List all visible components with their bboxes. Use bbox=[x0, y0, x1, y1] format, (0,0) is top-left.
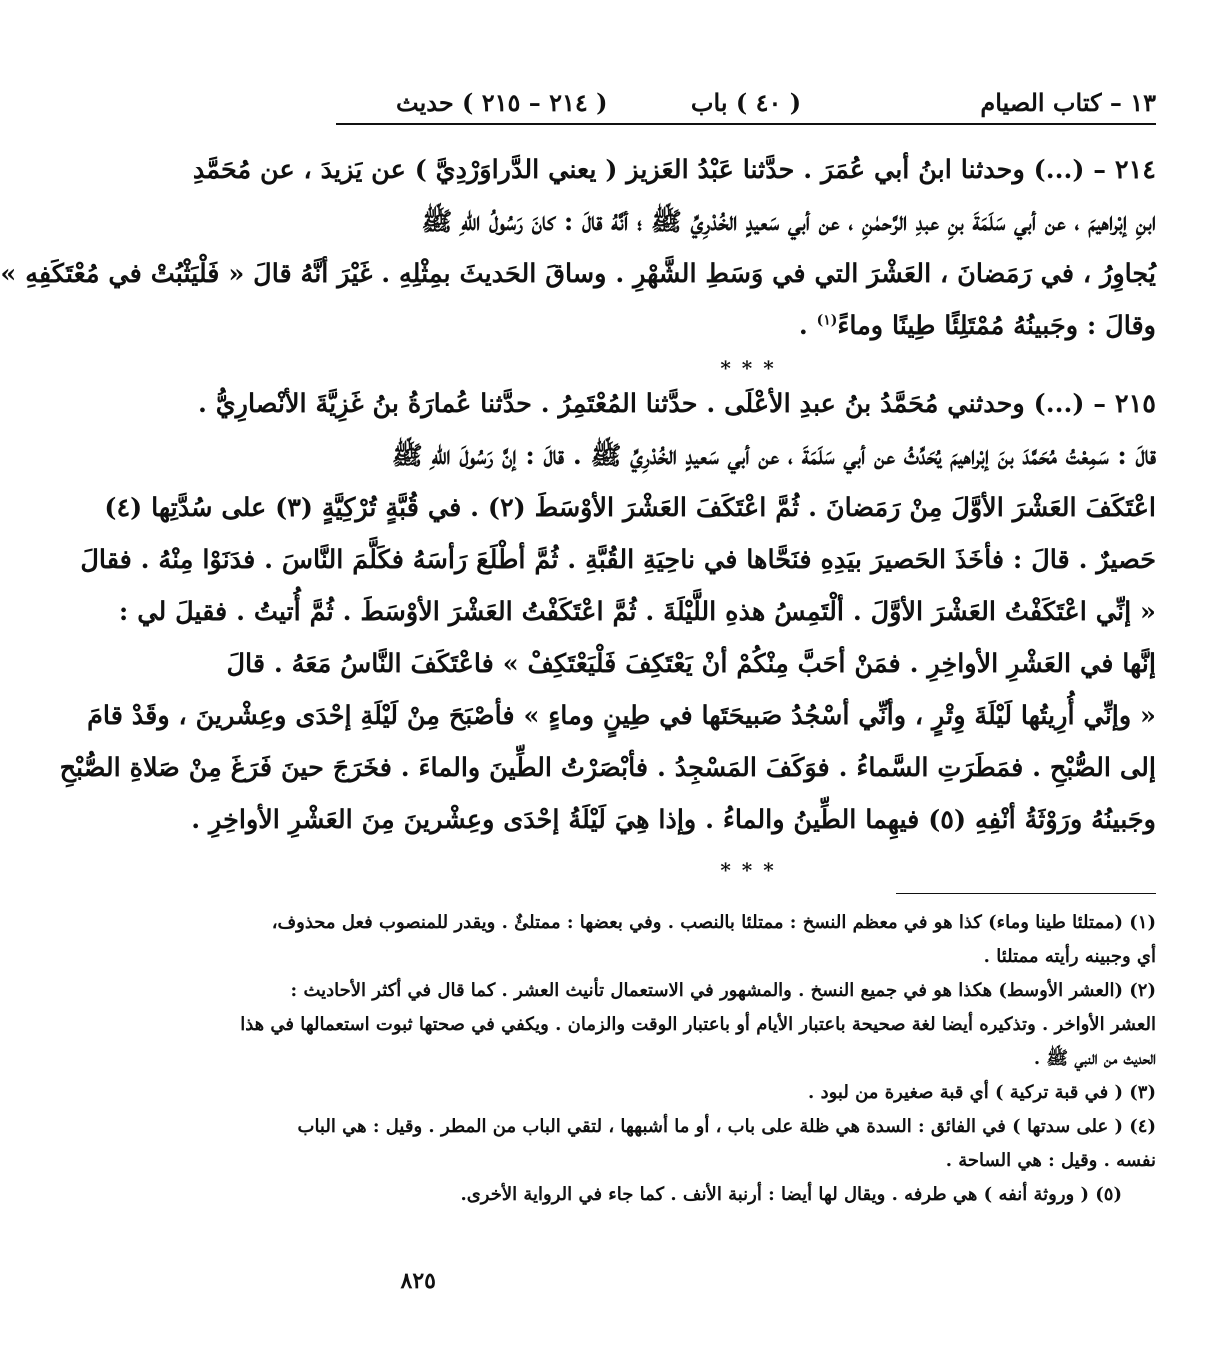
footnote-line: (١) (ممتلئا طينا وماء) كذا هو في معظم النسخ : ممتلئا بالنصب . وفي بعضها : ممتلئٌ . ويقدر للمنصوب فعل محذوف، bbox=[271, 912, 1156, 933]
header-rule bbox=[336, 123, 1156, 125]
hadith-215-line: حَصيرٌ . قالَ : فأخَذَ الحَصيرَ بيَدِهِ فنَحَّاها في ناحِيَةِ القُبَّةِ . ثُمَّ أطْلَعَ رَأسَهُ فكَلَّمَ النَّاسَ . فدَنَوْا مِنْهُ . فقالَ bbox=[80, 545, 1156, 575]
footnote-line: نفسه . وقيل : هي الساحة . bbox=[945, 1150, 1156, 1171]
footnote-2 bbox=[240, 974, 1156, 1076]
footnote-line: (٣) ( في قبة تركية ) أي قبة صغيرة من لبود . bbox=[808, 1082, 1156, 1103]
hadith-215-line: إنَّها في العَشْرِ الأواخِرِ . فمَنْ أحَبَّ مِنْكُمْ أنْ يَعْتَكِفَ فَلْيَعْتَكِفْ » فاعْتَكَفَ النَّاسُ مَعَهُ . قالَ bbox=[226, 649, 1156, 679]
footnote-ref: (١) bbox=[816, 312, 838, 329]
hadith-215-line: ٢١٥ – (...) وحدثني مُحَمَّدُ بنُ عبدِ الأعْلَى . حدَّثنا المُعْتَمِرُ . حدَّثنا عُمارَةُ بنُ غَزِيَّةَ الأنْصارِيُّ . bbox=[197, 389, 1156, 419]
footnote-line: الحديث من النبي ﷺ . bbox=[1033, 1048, 1156, 1069]
header-book-title: ١٣ – كتاب الصيام bbox=[980, 88, 1156, 117]
footnote-line: أي وجبينه رأيته ممتلئا . bbox=[983, 946, 1156, 967]
footnote-4 bbox=[297, 1110, 1156, 1178]
hadith-215 bbox=[59, 378, 1156, 846]
footnote-line: (٤) ( على سدتها ) في الفائق : السدة هي ظلة على باب ، أو ما أشبهها ، لتقي الباب من المطر . وقيل : هي الباب bbox=[297, 1116, 1156, 1137]
footnote-line: (٥) ( وروثة أنفه ) هي طرفه . ويقال لها أيضا : أرنبة الأنف . كما جاء في الرواية الأخرى. bbox=[460, 1184, 1122, 1205]
section-separator: * * * bbox=[720, 356, 776, 380]
footnote-5 bbox=[336, 1178, 1156, 1212]
hadith-214-line: يُجاوِرُ ، في رَمَضانَ ، العَشْرَ التي في وَسَطِ الشَّهْرِ . وساقَ الحَديثَ بمِثْلِهِ . غَيْرَ أنَّهُ قالَ « فَلْيَثْبُتْ في مُعْتَكَفِهِ » bbox=[0, 259, 1156, 289]
hadith-215-line: وجَبينُهُ ورَوْثَةُ أنْفِهِ (٥) فيهِما الطِّينُ والماءُ . وإذا هِيَ لَيْلَةُ إحْدَى وعِشْرينَ مِنَ العَشْرِ الأواخِرِ . bbox=[191, 805, 1156, 835]
footnote-line: العشر الأواخر . وتذكيره أيضا لغة صحيحة باعتبار الأيام أو باعتبار الوقت والزمان . ويكفي في صحتها ثبوت استعمالها في هذا bbox=[240, 1014, 1156, 1035]
footnote-rule bbox=[896, 893, 1156, 894]
footnote-3 bbox=[336, 1076, 1156, 1110]
hadith-214-last-line: وقالَ : وجَبينُهُ مُمْتَلِئًا طِينًا وماءً$^{(١)}$ . bbox=[798, 311, 1156, 341]
section-separator: * * * bbox=[720, 858, 776, 882]
header-chapter: ( ٤٠ ) باب bbox=[690, 88, 802, 117]
hadith-215-line: إلى الصُّبْحِ . فمَطَرَتِ السَّماءُ . فوَكَفَ المَسْجِدُ . فأبْصَرْتُ الطِّينَ والماءَ . فخَرَجَ حينَ فَرَغَ مِنْ صَلاةِ الصُّبْحِ bbox=[59, 753, 1156, 783]
header-hadith-range: ( ٢١٤ – ٢١٥ ) حديث bbox=[396, 88, 608, 117]
running-header bbox=[336, 82, 1156, 122]
hadith-215-line: قالَ : سَمِعْتُ مُحَمَّدَ بنَ إبْراهيمَ يُحَدِّثُ عن أبي سَلَمَةَ ، عن أبي سَعيدٍ الخُدْرِيِّ ﷺ . قالَ : إنَّ رَسُولَ اللهِ ﷺ bbox=[391, 441, 1156, 471]
hadith-215-line: اعْتَكَفَ العَشْرَ الأوَّلَ مِنْ رَمَضانَ . ثُمَّ اعْتَكَفَ العَشْرَ الأوْسَطَ (٢) . في قُبَّةٍ تُرْكِيَّةٍ (٣) على سُدَّتِها (٤) bbox=[104, 493, 1156, 523]
footnote-1 bbox=[271, 906, 1156, 974]
hadith-215-line: « وإنِّي أُرِيتُها لَيْلَةَ وِتْرٍ ، وأنِّي أسْجُدُ صَبيحَتَها في طِينٍ وماءٍ » فأصْبَحَ مِنْ لَيْلَةِ إحْدَى وعِشْرينَ ، وقَدْ قامَ bbox=[87, 701, 1156, 731]
page-number: ٨٢٥ bbox=[400, 1268, 436, 1294]
footnote-line: (٢) (العشر الأوسط) هكذا هو في جميع النسخ . والمشهور في الاستعمال تأنيث العشر . كما قال في أكثر الأحاديث : bbox=[290, 980, 1156, 1001]
hadith-214 bbox=[0, 144, 1156, 352]
hadith-214-line: ابنِ إبْراهيمَ ، عن أبي سَلَمَةَ بنِ عبدِ الرَّحمٰنِ ، عن أبي سَعيدٍ الخُدْرِيِّ ﷺ ؛ أنَّهُ قالَ : كانَ رَسُولُ اللهِ ﷺ bbox=[421, 207, 1156, 237]
hadith-214-line: ٢١٤ – (...) وحدثنا ابنُ أبي عُمَرَ . حدَّثنا عَبْدُ العَزيز ( يعني الدَّراوَرْدِيَّ ) عن يَزيدَ ، عن مُحَمَّدِ bbox=[192, 155, 1156, 185]
hadith-215-line: « إنِّي اعْتَكَفْتُ العَشْرَ الأوَّلَ . ألْتَمِسُ هذهِ اللَّيْلَةَ . ثُمَّ اعْتَكَفْتُ العَشْرَ الأوْسَطَ . ثُمَّ أُتيتُ . فقيلَ لي : bbox=[118, 597, 1156, 627]
hadith-214-line: وقالَ : وجَبينُهُ مُمْتَلِئًا طِينًا وماءً bbox=[837, 311, 1156, 341]
footnotes bbox=[240, 906, 1156, 1212]
